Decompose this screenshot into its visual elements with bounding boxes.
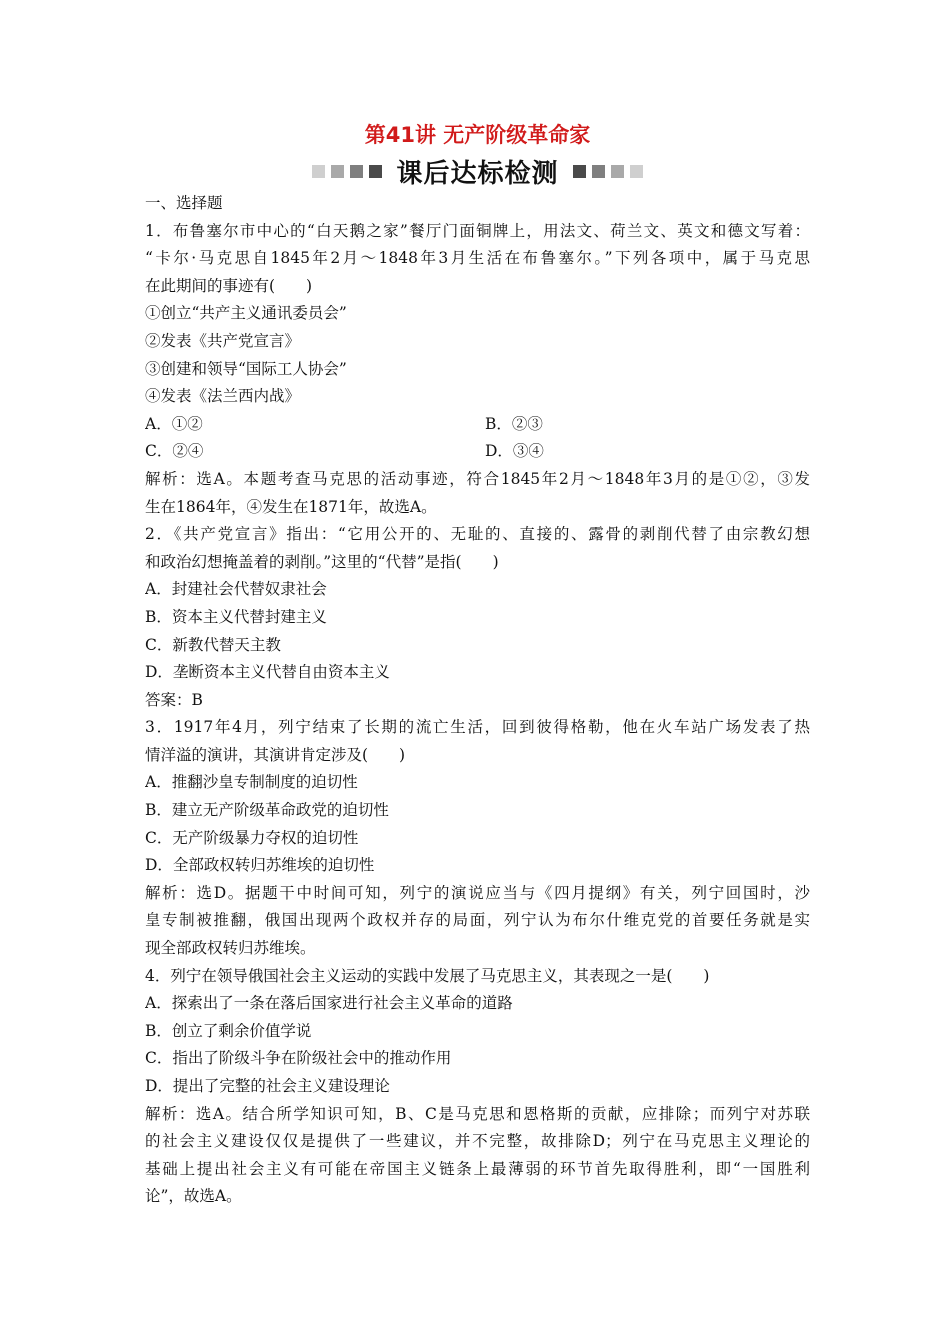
question-1-item: ②发表《共产党宣言》 (145, 331, 301, 350)
question-1-item: ④发表《法兰西内战》 (145, 387, 301, 406)
question-3-option-b: B．建立无产阶级革命政党的迫切性 (145, 801, 389, 820)
question-2-stem-line: 2．《共产党宣言》指出：“它用公开的、无耻的、直接的、露骨的剥削代替了由宗教幻想 (145, 525, 810, 544)
question-2-option-c: C．新教代替天主教 (145, 635, 281, 654)
question-1-stem-line: 1．布鲁塞尔市中心的“白天鹅之家”餐厅门面铜牌上，用法文、荷兰文、英文和德文写着： (145, 221, 810, 240)
banner-title: 课后达标检测 (396, 158, 559, 189)
banner-square-decoration (573, 165, 586, 178)
question-1-option-b: B．②③ (485, 414, 543, 433)
banner-square-decoration (592, 165, 605, 178)
question-1-item: ③创建和领导“国际工人协会” (145, 359, 347, 378)
question-3-stem-line: 情洋溢的演讲，其演讲肯定涉及( ) (145, 745, 406, 764)
question-4-option-d: D．提出了完整的社会主义建设理论 (145, 1077, 390, 1095)
question-3-option-c: C．无产阶级暴力夺权的迫切性 (145, 828, 359, 847)
question-4-option-b: B．创立了剩余价值学说 (145, 1021, 312, 1040)
question-1-explanation: 解析：选A。本题考查马克思的活动事迹，符合1845年2月～1848年3月的是①②，③发 (145, 469, 810, 488)
question-2-answer: 答案：B (145, 690, 203, 709)
question-2-option-b: B．资本主义代替封建主义 (145, 607, 327, 626)
document-page (145, 120, 810, 1211)
question-4-explanation: 基础上提出社会主义有可能在帝国主义链条上最薄弱的环节首先取得胜利，即“一国胜利 (145, 1159, 810, 1178)
banner-square-decoration (331, 165, 344, 178)
banner-square-decoration (350, 165, 363, 178)
question-3-option-d: D．全部政权转归苏维埃的迫切性 (145, 856, 375, 875)
question-2-option-a: A．封建社会代替奴隶社会 (145, 580, 327, 599)
section-heading: 一、选择题 (145, 194, 223, 212)
question-4-explanation: 的社会主义建设仅仅是提供了一些建议，并不完整，故排除D；列宁在马克思主义理论的 (145, 1132, 810, 1151)
question-1-option-d: D．③④ (485, 442, 544, 461)
question-4-explanation: 解析：选A。结合所学知识可知，B、C是马克思和恩格斯的贡献，应排除；而列宁对苏联 (145, 1104, 810, 1123)
question-1-options-row (145, 411, 810, 439)
question-4-option-c: C．指出了阶级斗争在阶级社会中的推动作用 (145, 1049, 452, 1068)
question-4-explanation: 论”，故选A。 (145, 1187, 242, 1206)
question-1-option-a: A．①② (145, 414, 203, 433)
question-1-stem-line: 在此期间的事迹有( ) (145, 276, 313, 295)
question-2-option-d: D．垄断资本主义代替自由资本主义 (145, 663, 390, 682)
question-4-option-a: A．探索出了一条在落后国家进行社会主义革命的道路 (145, 994, 513, 1013)
question-3-explanation: 解析：选D。据题干中时间可知，列宁的演说应当与《四月提纲》有关，列宁回国时，沙 (145, 883, 810, 902)
question-3-stem-line: 3．1917年4月，列宁结束了长期的流亡生活，回到彼得格勒，他在火车站广场发表了热 (145, 718, 810, 737)
banner-square-decoration (312, 165, 325, 178)
question-1-option-c: C．②④ (145, 442, 204, 461)
question-3-explanation: 皇专制被推翻，俄国出现两个政权并存的局面，列宁认为布尔什维克党的首要任务就是实 (145, 911, 810, 930)
banner-square-decoration (630, 165, 643, 178)
page-title: 第41讲 无产阶级革命家 (364, 123, 591, 147)
question-1-stem-line: “卡尔·马克思自1845年2月～1848年3月生活在布鲁塞尔。”下列各项中，属于马克思 (145, 249, 810, 268)
question-1-explanation: 生在1864年，④发生在1871年，故选A。 (145, 497, 437, 516)
question-3-explanation: 现全部政权转归苏维埃。 (145, 939, 316, 958)
question-2-stem-line: 和政治幻想掩盖着的剥削。”这里的“代替”是指( ) (145, 552, 499, 571)
question-3-option-a: A．推翻沙皇专制制度的迫切性 (145, 773, 358, 792)
banner-square-decoration (369, 165, 382, 178)
question-4-stem-line: 4．列宁在领导俄国社会主义运动的实践中发展了马克思主义，其表现之一是( ) (145, 966, 710, 985)
question-1-item: ①创立“共产主义通讯委员会” (145, 304, 347, 323)
section-banner (145, 154, 810, 188)
banner-square-decoration (611, 165, 624, 178)
question-1-options-row (145, 438, 810, 466)
